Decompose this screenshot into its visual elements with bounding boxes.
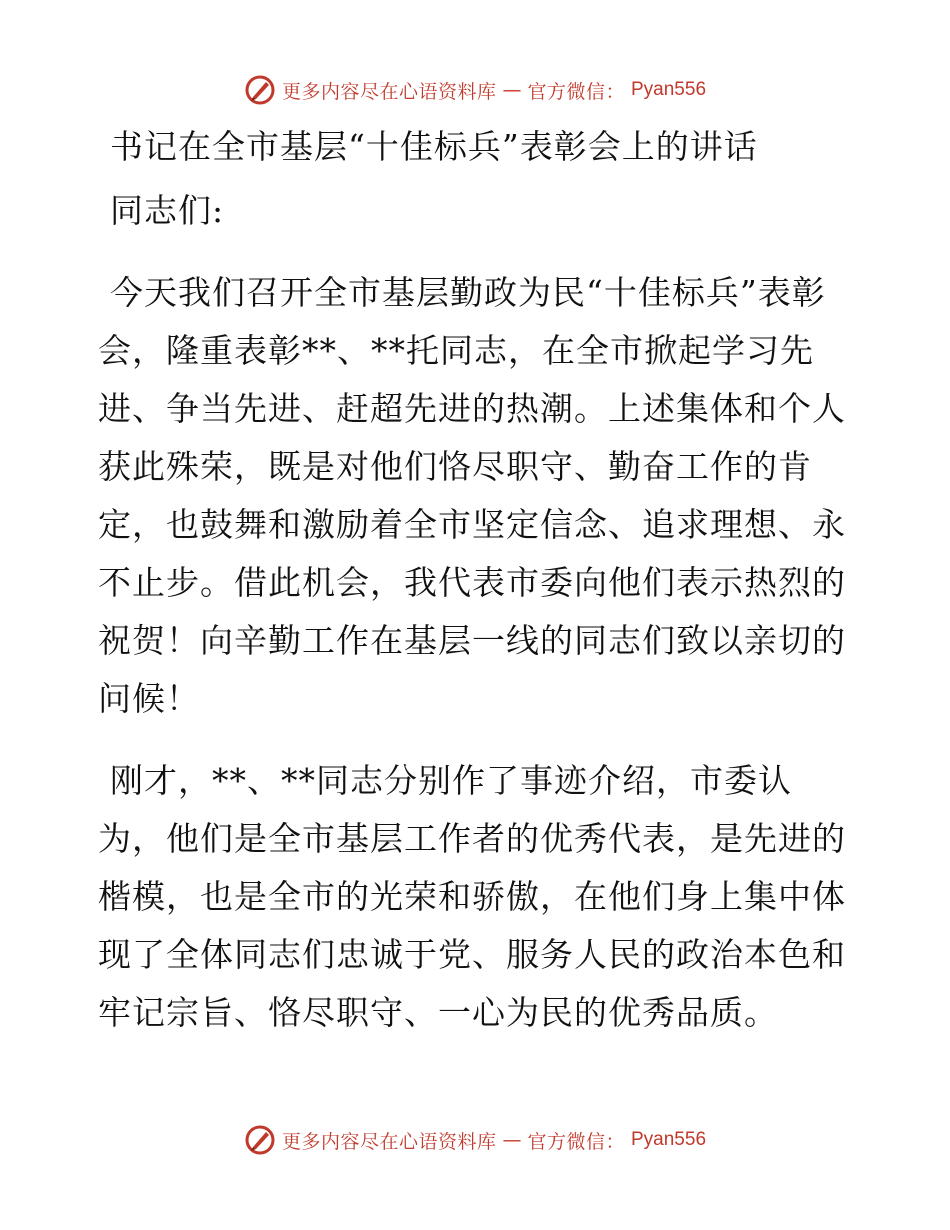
paragraph-1: 今天我们召开全市基层勤政为民“十佳标兵”表彰会，隆重表彰**、**托同志，在全市掀起学习先进、争当先进、赶超先进的热潮。上述集体和个人获此殊荣，既是对他们恪尽职守、勤奋工作的肯定，也鼓舞和激励着全市坚定信念、追求理想、永不止步。借此机会，我代表市委向他们表示热烈的祝贺！向辛勤工作在基层一线的同志们致以亲切的问候！	[98, 273, 846, 718]
watermark-id: Pyan556	[631, 79, 707, 100]
pen-logo-icon	[244, 1124, 276, 1156]
footer-watermark	[0, 1120, 950, 1160]
watermark-contact: 官方微信：	[527, 1130, 625, 1153]
watermark-id: Pyan556	[631, 1129, 707, 1150]
watermark-separator: —	[502, 1129, 522, 1151]
watermark-contact: 官方微信：	[527, 80, 625, 103]
document-body	[98, 118, 858, 1042]
watermark-separator: —	[502, 79, 522, 101]
paragraph-2: 刚才，**、**同志分别作了事迹介绍，市委认为，他们是全市基层工作者的优秀代表，是先进的楷模，也是全市的光荣和骄傲，在他们身上集中体现了全体同志们忠诚于党、服务人民的政治本色和牢记宗旨、恪尽职守、一心为民的优秀品质。	[98, 761, 846, 1032]
greeting: 同志们:	[110, 191, 225, 230]
header-watermark	[0, 70, 950, 110]
watermark-text: 更多内容尽在心语资料库	[281, 1130, 497, 1153]
document-title: 书记在全市基层“十佳标兵”表彰会上的讲话	[110, 127, 758, 166]
pen-logo-icon	[244, 74, 276, 106]
watermark-text: 更多内容尽在心语资料库	[281, 80, 497, 103]
